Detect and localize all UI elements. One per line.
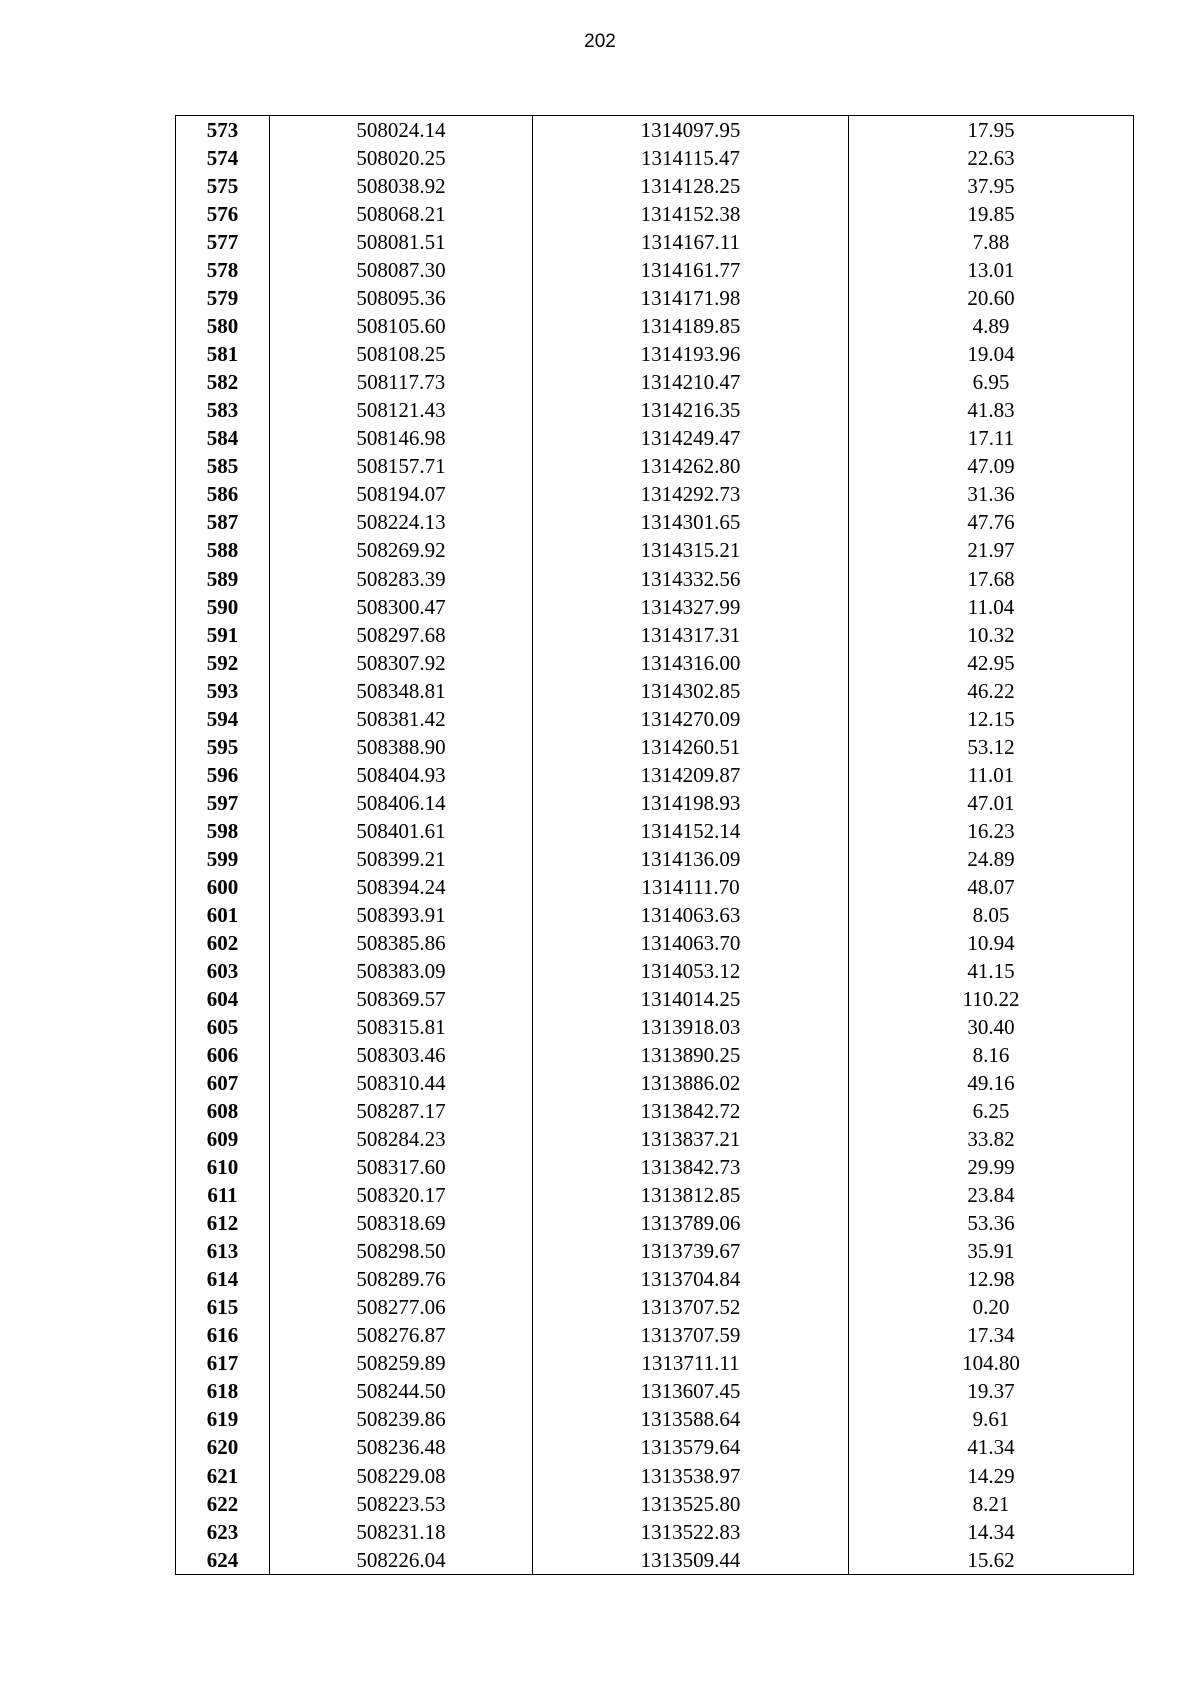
point-number-cell: 598 (176, 817, 270, 845)
table-row (176, 1490, 1134, 1518)
point-number-cell: 595 (176, 733, 270, 761)
distance-cell: 23.84 (849, 1181, 1134, 1209)
point-number-cell: 594 (176, 705, 270, 733)
point-number-cell: 591 (176, 621, 270, 649)
distance-cell: 41.15 (849, 957, 1134, 985)
table-row (176, 621, 1134, 649)
table-row (176, 1433, 1134, 1461)
y-coordinate-cell: 1313509.44 (533, 1546, 849, 1575)
y-coordinate-cell: 1314270.09 (533, 705, 849, 733)
distance-cell: 30.40 (849, 1013, 1134, 1041)
table-row (176, 1237, 1134, 1265)
x-coordinate-cell: 508276.87 (270, 1321, 533, 1349)
table-row (176, 957, 1134, 985)
point-number-cell: 609 (176, 1125, 270, 1153)
distance-cell: 41.34 (849, 1433, 1134, 1461)
y-coordinate-cell: 1314063.63 (533, 901, 849, 929)
table-row (176, 424, 1134, 452)
x-coordinate-cell: 508393.91 (270, 901, 533, 929)
distance-cell: 14.29 (849, 1462, 1134, 1490)
table-row (176, 1265, 1134, 1293)
x-coordinate-cell: 508406.14 (270, 789, 533, 817)
y-coordinate-cell: 1314210.47 (533, 368, 849, 396)
distance-cell: 17.95 (849, 116, 1134, 145)
x-coordinate-cell: 508259.89 (270, 1349, 533, 1377)
table-row (176, 508, 1134, 536)
x-coordinate-cell: 508369.57 (270, 985, 533, 1013)
table-row (176, 677, 1134, 705)
point-number-cell: 577 (176, 228, 270, 256)
distance-cell: 19.85 (849, 200, 1134, 228)
table-row (176, 565, 1134, 593)
x-coordinate-cell: 508224.13 (270, 508, 533, 536)
table-row (176, 256, 1134, 284)
point-number-cell: 623 (176, 1518, 270, 1546)
distance-cell: 49.16 (849, 1069, 1134, 1097)
table-row (176, 985, 1134, 1013)
distance-cell: 42.95 (849, 649, 1134, 677)
y-coordinate-cell: 1314167.11 (533, 228, 849, 256)
point-number-cell: 599 (176, 845, 270, 873)
distance-cell: 104.80 (849, 1349, 1134, 1377)
y-coordinate-cell: 1313837.21 (533, 1125, 849, 1153)
y-coordinate-cell: 1314292.73 (533, 480, 849, 508)
point-number-cell: 605 (176, 1013, 270, 1041)
x-coordinate-cell: 508307.92 (270, 649, 533, 677)
y-coordinate-cell: 1314189.85 (533, 312, 849, 340)
distance-cell: 8.05 (849, 901, 1134, 929)
table-row (176, 1181, 1134, 1209)
distance-cell: 48.07 (849, 873, 1134, 901)
x-coordinate-cell: 508394.24 (270, 873, 533, 901)
point-number-cell: 593 (176, 677, 270, 705)
x-coordinate-cell: 508239.86 (270, 1405, 533, 1433)
table-row (176, 1546, 1134, 1575)
table-row (176, 1097, 1134, 1125)
point-number-cell: 618 (176, 1377, 270, 1405)
table-row (176, 873, 1134, 901)
table-row (176, 789, 1134, 817)
distance-cell: 20.60 (849, 284, 1134, 312)
y-coordinate-cell: 1314136.09 (533, 845, 849, 873)
table-row (176, 1349, 1134, 1377)
table-row (176, 929, 1134, 957)
distance-cell: 47.76 (849, 508, 1134, 536)
y-coordinate-cell: 1314249.47 (533, 424, 849, 452)
table-row (176, 845, 1134, 873)
point-number-cell: 575 (176, 172, 270, 200)
y-coordinate-cell: 1313842.73 (533, 1153, 849, 1181)
x-coordinate-cell: 508020.25 (270, 144, 533, 172)
point-number-cell: 601 (176, 901, 270, 929)
table-row (176, 1405, 1134, 1433)
point-number-cell: 587 (176, 508, 270, 536)
point-number-cell: 586 (176, 480, 270, 508)
table-row (176, 1069, 1134, 1097)
table-row (176, 817, 1134, 845)
x-coordinate-cell: 508231.18 (270, 1518, 533, 1546)
y-coordinate-cell: 1314063.70 (533, 929, 849, 957)
y-coordinate-cell: 1313522.83 (533, 1518, 849, 1546)
table-row (176, 705, 1134, 733)
point-number-cell: 603 (176, 957, 270, 985)
point-number-cell: 588 (176, 536, 270, 564)
distance-cell: 47.01 (849, 789, 1134, 817)
x-coordinate-cell: 508087.30 (270, 256, 533, 284)
distance-cell: 24.89 (849, 845, 1134, 873)
point-number-cell: 619 (176, 1405, 270, 1433)
x-coordinate-cell: 508284.23 (270, 1125, 533, 1153)
x-coordinate-cell: 508105.60 (270, 312, 533, 340)
coordinates-table (175, 115, 1134, 1575)
y-coordinate-cell: 1314171.98 (533, 284, 849, 312)
point-number-cell: 580 (176, 312, 270, 340)
x-coordinate-cell: 508277.06 (270, 1293, 533, 1321)
point-number-cell: 581 (176, 340, 270, 368)
table-row (176, 761, 1134, 789)
point-number-cell: 573 (176, 116, 270, 145)
x-coordinate-cell: 508320.17 (270, 1181, 533, 1209)
x-coordinate-cell: 508310.44 (270, 1069, 533, 1097)
point-number-cell: 624 (176, 1546, 270, 1575)
distance-cell: 6.25 (849, 1097, 1134, 1125)
y-coordinate-cell: 1314115.47 (533, 144, 849, 172)
x-coordinate-cell: 508300.47 (270, 593, 533, 621)
distance-cell: 53.12 (849, 733, 1134, 761)
point-number-cell: 610 (176, 1153, 270, 1181)
point-number-cell: 590 (176, 593, 270, 621)
distance-cell: 7.88 (849, 228, 1134, 256)
distance-cell: 17.34 (849, 1321, 1134, 1349)
y-coordinate-cell: 1313886.02 (533, 1069, 849, 1097)
y-coordinate-cell: 1313890.25 (533, 1041, 849, 1069)
distance-cell: 12.15 (849, 705, 1134, 733)
point-number-cell: 574 (176, 144, 270, 172)
distance-cell: 16.23 (849, 817, 1134, 845)
distance-cell: 11.01 (849, 761, 1134, 789)
point-number-cell: 602 (176, 929, 270, 957)
point-number-cell: 592 (176, 649, 270, 677)
distance-cell: 33.82 (849, 1125, 1134, 1153)
point-number-cell: 589 (176, 565, 270, 593)
y-coordinate-cell: 1313588.64 (533, 1405, 849, 1433)
table-row (176, 1013, 1134, 1041)
y-coordinate-cell: 1314097.95 (533, 116, 849, 145)
distance-cell: 35.91 (849, 1237, 1134, 1265)
y-coordinate-cell: 1313579.64 (533, 1433, 849, 1461)
table-row (176, 1125, 1134, 1153)
distance-cell: 37.95 (849, 172, 1134, 200)
x-coordinate-cell: 508401.61 (270, 817, 533, 845)
y-coordinate-cell: 1314260.51 (533, 733, 849, 761)
table-row (176, 312, 1134, 340)
distance-cell: 53.36 (849, 1209, 1134, 1237)
x-coordinate-cell: 508244.50 (270, 1377, 533, 1405)
point-number-cell: 604 (176, 985, 270, 1013)
table-row (176, 396, 1134, 424)
distance-cell: 110.22 (849, 985, 1134, 1013)
distance-cell: 11.04 (849, 593, 1134, 621)
distance-cell: 17.11 (849, 424, 1134, 452)
x-coordinate-cell: 508095.36 (270, 284, 533, 312)
y-coordinate-cell: 1314193.96 (533, 340, 849, 368)
distance-cell: 19.37 (849, 1377, 1134, 1405)
table-row (176, 368, 1134, 396)
point-number-cell: 614 (176, 1265, 270, 1293)
x-coordinate-cell: 508289.76 (270, 1265, 533, 1293)
y-coordinate-cell: 1313842.72 (533, 1097, 849, 1125)
y-coordinate-cell: 1313711.11 (533, 1349, 849, 1377)
y-coordinate-cell: 1314111.70 (533, 873, 849, 901)
coordinates-table-body (176, 116, 1134, 1575)
distance-cell: 10.94 (849, 929, 1134, 957)
y-coordinate-cell: 1314302.85 (533, 677, 849, 705)
point-number-cell: 615 (176, 1293, 270, 1321)
x-coordinate-cell: 508348.81 (270, 677, 533, 705)
point-number-cell: 582 (176, 368, 270, 396)
x-coordinate-cell: 508298.50 (270, 1237, 533, 1265)
x-coordinate-cell: 508223.53 (270, 1490, 533, 1518)
table-row (176, 284, 1134, 312)
y-coordinate-cell: 1313918.03 (533, 1013, 849, 1041)
y-coordinate-cell: 1314053.12 (533, 957, 849, 985)
x-coordinate-cell: 508388.90 (270, 733, 533, 761)
distance-cell: 46.22 (849, 677, 1134, 705)
x-coordinate-cell: 508315.81 (270, 1013, 533, 1041)
point-number-cell: 613 (176, 1237, 270, 1265)
point-number-cell: 611 (176, 1181, 270, 1209)
x-coordinate-cell: 508081.51 (270, 228, 533, 256)
x-coordinate-cell: 508121.43 (270, 396, 533, 424)
x-coordinate-cell: 508404.93 (270, 761, 533, 789)
point-number-cell: 616 (176, 1321, 270, 1349)
distance-cell: 22.63 (849, 144, 1134, 172)
x-coordinate-cell: 508117.73 (270, 368, 533, 396)
y-coordinate-cell: 1313707.52 (533, 1293, 849, 1321)
table-row (176, 536, 1134, 564)
y-coordinate-cell: 1314301.65 (533, 508, 849, 536)
point-number-cell: 579 (176, 284, 270, 312)
x-coordinate-cell: 508283.39 (270, 565, 533, 593)
distance-cell: 8.21 (849, 1490, 1134, 1518)
table-row (176, 228, 1134, 256)
table-row (176, 452, 1134, 480)
x-coordinate-cell: 508303.46 (270, 1041, 533, 1069)
y-coordinate-cell: 1314316.00 (533, 649, 849, 677)
point-number-cell: 622 (176, 1490, 270, 1518)
y-coordinate-cell: 1313538.97 (533, 1462, 849, 1490)
table-row (176, 1518, 1134, 1546)
distance-cell: 4.89 (849, 312, 1134, 340)
table-row (176, 1377, 1134, 1405)
y-coordinate-cell: 1314161.77 (533, 256, 849, 284)
y-coordinate-cell: 1313789.06 (533, 1209, 849, 1237)
table-row (176, 116, 1134, 145)
x-coordinate-cell: 508226.04 (270, 1546, 533, 1575)
point-number-cell: 596 (176, 761, 270, 789)
distance-cell: 0.20 (849, 1293, 1134, 1321)
distance-cell: 15.62 (849, 1546, 1134, 1575)
x-coordinate-cell: 508318.69 (270, 1209, 533, 1237)
distance-cell: 19.04 (849, 340, 1134, 368)
y-coordinate-cell: 1314332.56 (533, 565, 849, 593)
y-coordinate-cell: 1314262.80 (533, 452, 849, 480)
x-coordinate-cell: 508024.14 (270, 116, 533, 145)
y-coordinate-cell: 1314198.93 (533, 789, 849, 817)
point-number-cell: 597 (176, 789, 270, 817)
x-coordinate-cell: 508229.08 (270, 1462, 533, 1490)
distance-cell: 29.99 (849, 1153, 1134, 1181)
y-coordinate-cell: 1313707.59 (533, 1321, 849, 1349)
point-number-cell: 621 (176, 1462, 270, 1490)
x-coordinate-cell: 508194.07 (270, 480, 533, 508)
y-coordinate-cell: 1313812.85 (533, 1181, 849, 1209)
x-coordinate-cell: 508157.71 (270, 452, 533, 480)
page-number: 202 (584, 31, 616, 52)
table-row (176, 901, 1134, 929)
distance-cell: 9.61 (849, 1405, 1134, 1433)
distance-cell: 41.83 (849, 396, 1134, 424)
distance-cell: 6.95 (849, 368, 1134, 396)
table-row (176, 733, 1134, 761)
y-coordinate-cell: 1313704.84 (533, 1265, 849, 1293)
x-coordinate-cell: 508146.98 (270, 424, 533, 452)
y-coordinate-cell: 1313525.80 (533, 1490, 849, 1518)
table-row (176, 340, 1134, 368)
distance-cell: 13.01 (849, 256, 1134, 284)
y-coordinate-cell: 1314315.21 (533, 536, 849, 564)
y-coordinate-cell: 1314327.99 (533, 593, 849, 621)
table-row (176, 172, 1134, 200)
x-coordinate-cell: 508038.92 (270, 172, 533, 200)
table-row (176, 649, 1134, 677)
y-coordinate-cell: 1314152.38 (533, 200, 849, 228)
point-number-cell: 620 (176, 1433, 270, 1461)
table-row (176, 144, 1134, 172)
x-coordinate-cell: 508269.92 (270, 536, 533, 564)
distance-cell: 12.98 (849, 1265, 1134, 1293)
table-row (176, 1321, 1134, 1349)
point-number-cell: 607 (176, 1069, 270, 1097)
x-coordinate-cell: 508297.68 (270, 621, 533, 649)
y-coordinate-cell: 1314317.31 (533, 621, 849, 649)
point-number-cell: 578 (176, 256, 270, 284)
x-coordinate-cell: 508399.21 (270, 845, 533, 873)
point-number-cell: 608 (176, 1097, 270, 1125)
point-number-cell: 583 (176, 396, 270, 424)
table-row (176, 1041, 1134, 1069)
table-row (176, 1293, 1134, 1321)
y-coordinate-cell: 1314128.25 (533, 172, 849, 200)
x-coordinate-cell: 508385.86 (270, 929, 533, 957)
distance-cell: 21.97 (849, 536, 1134, 564)
y-coordinate-cell: 1314209.87 (533, 761, 849, 789)
point-number-cell: 584 (176, 424, 270, 452)
table-row (176, 1462, 1134, 1490)
y-coordinate-cell: 1313607.45 (533, 1377, 849, 1405)
distance-cell: 17.68 (849, 565, 1134, 593)
point-number-cell: 585 (176, 452, 270, 480)
x-coordinate-cell: 508068.21 (270, 200, 533, 228)
distance-cell: 8.16 (849, 1041, 1134, 1069)
x-coordinate-cell: 508383.09 (270, 957, 533, 985)
distance-cell: 47.09 (849, 452, 1134, 480)
point-number-cell: 576 (176, 200, 270, 228)
table-row (176, 593, 1134, 621)
point-number-cell: 612 (176, 1209, 270, 1237)
x-coordinate-cell: 508108.25 (270, 340, 533, 368)
y-coordinate-cell: 1314152.14 (533, 817, 849, 845)
x-coordinate-cell: 508236.48 (270, 1433, 533, 1461)
y-coordinate-cell: 1314216.35 (533, 396, 849, 424)
table-row (176, 1209, 1134, 1237)
point-number-cell: 617 (176, 1349, 270, 1377)
table-row (176, 200, 1134, 228)
y-coordinate-cell: 1314014.25 (533, 985, 849, 1013)
x-coordinate-cell: 508287.17 (270, 1097, 533, 1125)
distance-cell: 31.36 (849, 480, 1134, 508)
point-number-cell: 600 (176, 873, 270, 901)
point-number-cell: 606 (176, 1041, 270, 1069)
distance-cell: 10.32 (849, 621, 1134, 649)
y-coordinate-cell: 1313739.67 (533, 1237, 849, 1265)
table-row (176, 1153, 1134, 1181)
distance-cell: 14.34 (849, 1518, 1134, 1546)
x-coordinate-cell: 508317.60 (270, 1153, 533, 1181)
table-row (176, 480, 1134, 508)
x-coordinate-cell: 508381.42 (270, 705, 533, 733)
